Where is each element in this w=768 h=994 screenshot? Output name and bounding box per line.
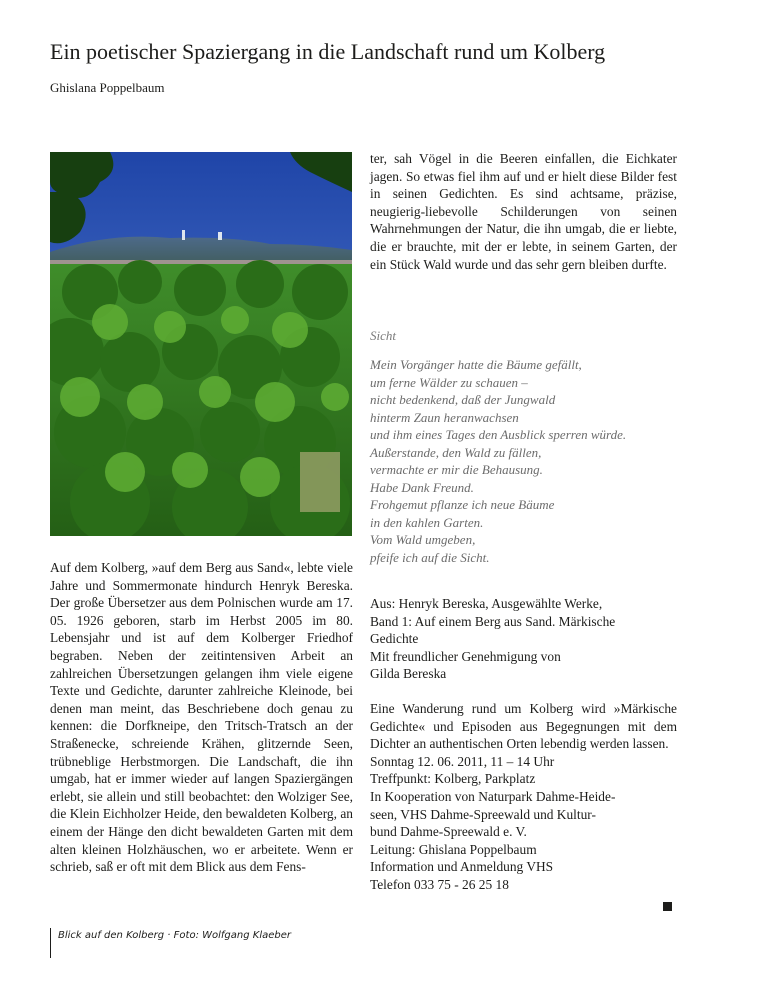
event-line: In Kooperation von Naturpark Dahme-Heide- xyxy=(370,788,616,804)
source-line: Band 1: Auf einem Berg aus Sand. Märkische xyxy=(370,613,616,629)
forest-photo-illustration xyxy=(50,152,352,536)
poem-line: Habe Dank Freund. xyxy=(370,479,474,495)
poem-line: in den kahlen Garten. xyxy=(370,514,484,530)
poem-line: hinterm Zaun heranwachsen xyxy=(370,409,519,425)
forest-landscape-photo xyxy=(50,152,352,536)
body-paragraph: Auf dem Kolberg, »auf dem Berg aus Sand«, lebte viele Jahre und Sommermonate hindurch Henryk Bereska. Der große Übersetzer aus dem Polnischen wurde am 17. 05. 1926 geboren, starb im Herbst 2005 im 80. Lebensjahr und ist auf dem Kolberger Friedhof begraben. Neben der zeitintensiven Arbeit an zahlreichen Übersetzungen gelangen ihm viele eigene Texte und Gedichte, darunter zahlreiche Kleinode, bei denen man meint, das Beschriebene doch genau zu kennen: die Dorfkneipe, den Tritsch-Tratsch an der Straßenecke, schreiende Krähen, glitzernde Seen, trübneblige Herbstmorgen. Die Landschaft, die ihn umgab, hat er immer wieder auf langen Spaziergängen erlebt, sie allein und still beobachtet: den Wolziger See, die Klein Eichholzer Heide, den bewaldeten Kolberg, an einem der Hänge den dicht bewaldeten Garten mit dem alten kleinen Holzhäuschen, wo er arbeitete. Wenn er schrieb, saß er oft mit dem Blick aus dem Fens- xyxy=(50,560,353,875)
poem-line: und ihm eines Tages den Ausblick sperren würde. xyxy=(370,427,627,442)
source-line: Gilda Bereska xyxy=(370,666,447,682)
source-line: Mit freundlicher Genehmigung von xyxy=(370,648,561,664)
poem-line: Mein Vorgänger hatte die Bäume gefällt, xyxy=(370,357,582,372)
event-line: seen, VHS Dahme-Spreewald und Kultur- xyxy=(370,806,596,822)
event-intro: Eine Wanderung rund um Kolberg wird »Märkische Gedichte« und Episoden aus Begegnungen mit dem Dichter an authentischen Orten lebendig werden lassen. xyxy=(370,701,677,752)
event-line: Leitung: Ghislana Poppelbaum xyxy=(370,841,537,857)
event-line: bund Dahme-Spreewald e. V. xyxy=(370,824,527,840)
article-title: Ein poetischer Spaziergang in die Landschaft rund um Kolberg xyxy=(50,39,606,64)
poem-line: Frohgemut pflanze ich neue Bäume xyxy=(370,497,555,512)
photo-caption: Blick auf den Kolberg · Foto: Wolfgang Klaeber xyxy=(58,930,291,941)
event-line: Treffpunkt: Kolberg, Parkplatz xyxy=(370,771,536,787)
author-name: Ghislana Poppelbaum xyxy=(50,80,165,95)
end-of-article-mark xyxy=(663,902,672,911)
poem-line: Vom Wald umgeben, xyxy=(370,532,476,547)
caption-rule xyxy=(50,928,51,958)
source-line: Gedichte xyxy=(370,631,419,647)
poem-line: pfeife ich auf die Sicht. xyxy=(370,549,490,565)
source-line: Aus: Henryk Bereska, Ausgewählte Werke, xyxy=(370,596,603,611)
article-body-right xyxy=(370,150,677,273)
poem-line: vermachte er mir die Behausung. xyxy=(370,462,543,477)
event-info xyxy=(370,700,677,894)
poem-line: nicht bedenkend, daß der Jungwald xyxy=(370,392,556,407)
poem-line: Außerstande, den Wald zu fällen, xyxy=(370,444,542,460)
poem-title: Sicht xyxy=(370,328,396,343)
event-line: Sonntag 12. 06. 2011, 11 – 14 Uhr xyxy=(370,753,555,769)
poem xyxy=(370,356,626,566)
event-line: Telefon 033 75 - 26 25 18 xyxy=(370,876,509,892)
event-line: Information und Anmeldung VHS xyxy=(370,859,554,875)
article-body-left xyxy=(50,559,353,876)
poem-line: um ferne Wälder zu schauen – xyxy=(370,374,528,390)
poem-source xyxy=(370,595,680,683)
body-paragraph-continued: ter, sah Vögel in die Beeren einfallen, die Eichkater jagen. So etwas fiel ihm auf und er hielt diese Bilder fest in seinen Gedichten. Es sind achtsame, präzise, neugierig-liebevolle Schilderungen von seinen Wahrnehmungen der Natur, die ihn umgab, die er liebte, die er brauchte, mit der er lebte, in seinem Garten, der ein Stück Wald wurde und das sehr gern bleiben durfte. xyxy=(370,151,677,272)
